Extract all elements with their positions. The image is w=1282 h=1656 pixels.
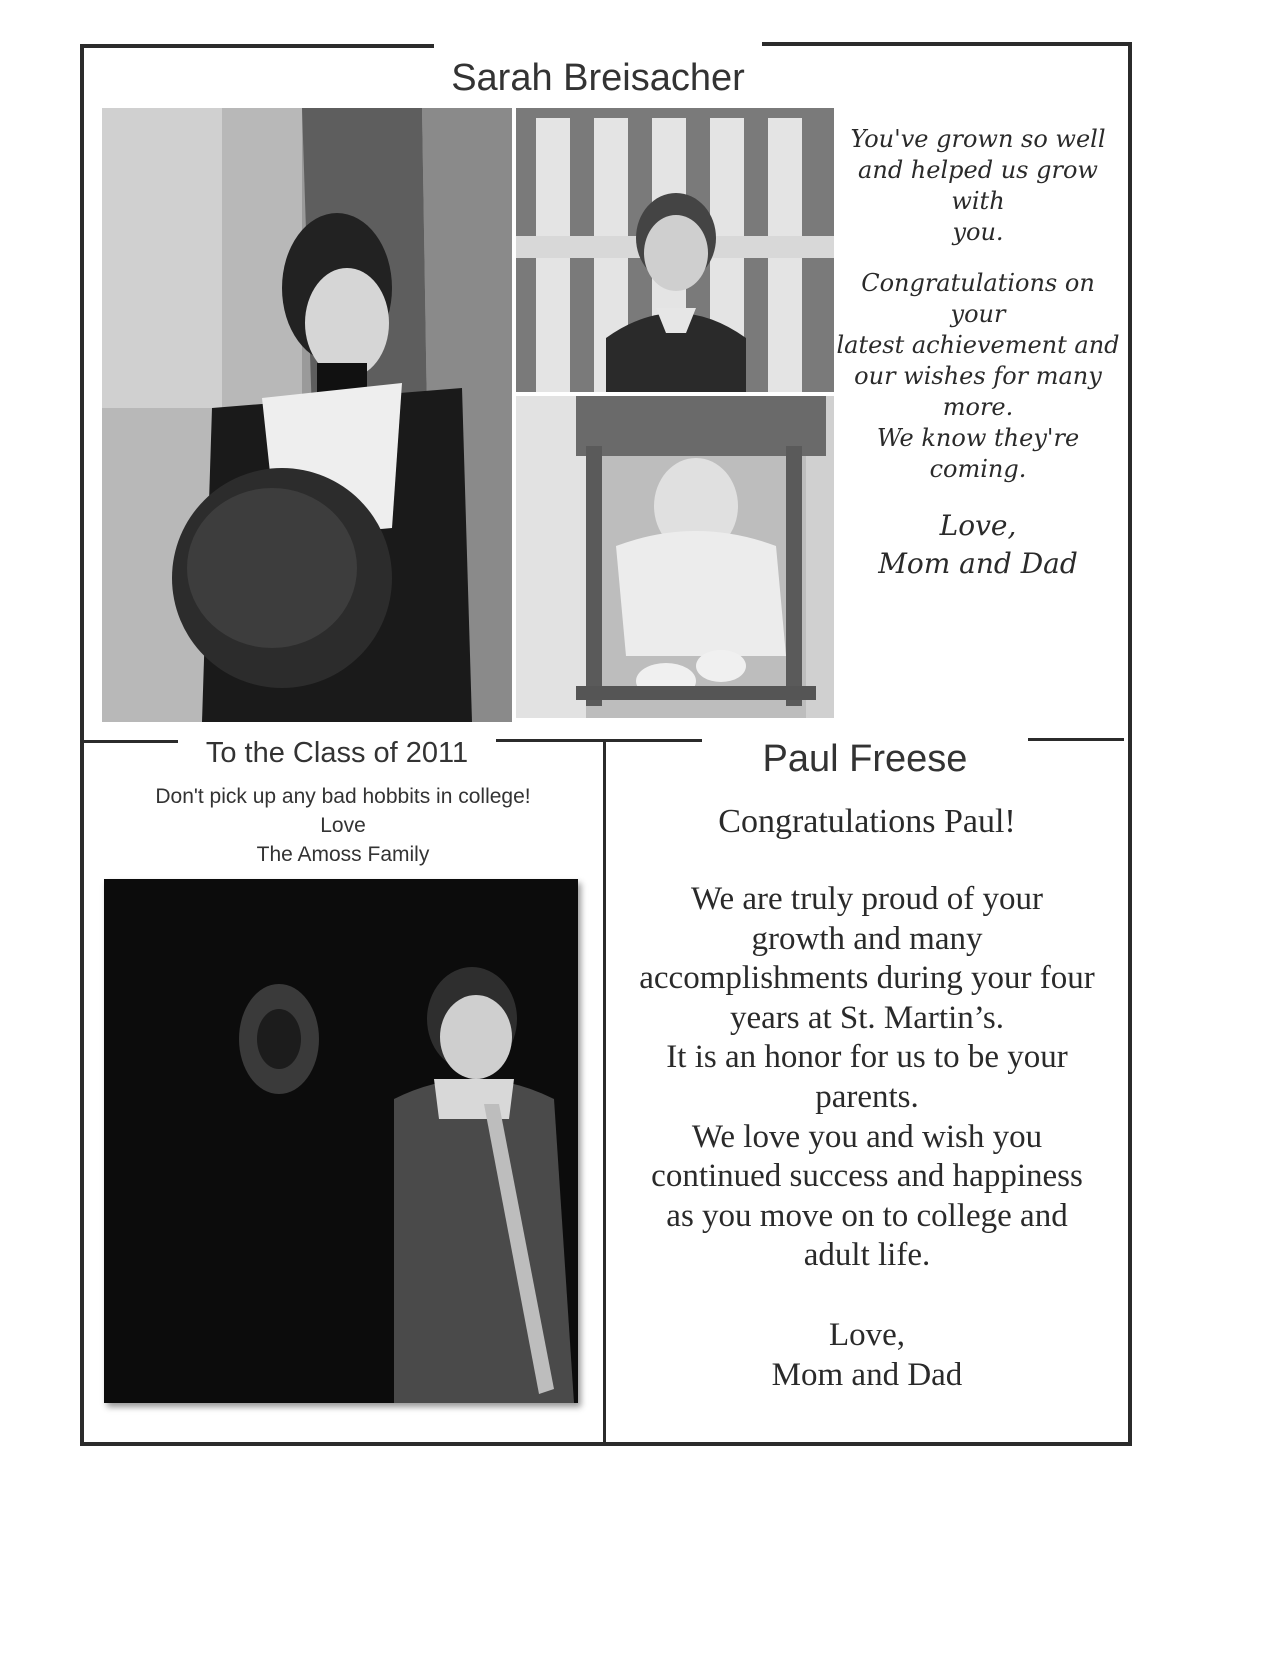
amoss-message-line: Don't pick up any bad hobbits in college! [155, 785, 531, 808]
sarah-message [836, 124, 1120, 583]
paul-message-line: accomplishments during your four [639, 960, 1095, 997]
top-section-divider-mid [496, 739, 702, 742]
paul-message-line: parents. [815, 1078, 919, 1115]
paul-message [608, 802, 1126, 1395]
sarah-message-line: and helped us grow with [858, 156, 1098, 215]
paul-message-line: continued success and happiness [651, 1158, 1083, 1195]
sarah-message-line: latest achievement and [836, 331, 1120, 359]
frame-bottom [80, 1442, 1132, 1446]
paul-message-line: years at St. Martin’s. [729, 999, 1005, 1036]
sarah-message-line: more. [942, 393, 1014, 421]
boy-staff-photo [104, 879, 578, 1403]
sarah-title: Sarah Breisacher [434, 56, 762, 100]
paul-message-line: It is an honor for us to be your [666, 1039, 1068, 1076]
frame-right [1128, 42, 1132, 1446]
paul-message-spacer [608, 1276, 1126, 1316]
amoss-title: To the Class of 2011 [178, 736, 496, 770]
cheerleader-photo [102, 108, 512, 722]
paul-message-line: We are truly proud of your [691, 881, 1043, 917]
amoss-signature: The Amoss Family [256, 843, 430, 866]
sarah-message-line: coming. [929, 455, 1027, 483]
amoss-message [86, 782, 600, 869]
sarah-message-line: We know they're [876, 424, 1080, 452]
paul-message-line: growth and many [751, 920, 983, 957]
child-fence-photo [516, 108, 834, 392]
paul-message-line: We love you and wish you [691, 1118, 1043, 1155]
sarah-message-love: Love, [939, 509, 1017, 542]
baby-chair-photo [516, 396, 834, 718]
top-section-divider-left [82, 740, 178, 743]
sarah-message-line: You've grown so well [850, 125, 1106, 153]
paul-love: Love, [828, 1316, 906, 1353]
sarah-message-signature: Mom and Dad [878, 547, 1078, 580]
paul-message-line: as you move on to college and [666, 1197, 1068, 1234]
sarah-message-spacer [836, 485, 1120, 507]
paul-message-spacer [608, 842, 1126, 880]
paul-title: Paul Freese [702, 736, 1028, 782]
sarah-message-spacer [836, 248, 1120, 268]
sarah-message-line: you. [952, 218, 1004, 246]
vertical-divider [603, 740, 606, 1444]
frame-left [80, 44, 84, 1446]
paul-message-line: adult life. [803, 1237, 931, 1274]
amoss-love: Love [320, 814, 366, 837]
sarah-message-line: Congratulations on your [861, 269, 1095, 328]
frame-top-left [82, 44, 434, 48]
sarah-message-line: our wishes for many [854, 362, 1102, 390]
paul-signature: Mom and Dad [771, 1356, 963, 1393]
paul-heading: Congratulations Paul! [718, 803, 1016, 840]
frame-top-right [762, 42, 1132, 46]
top-section-divider-right [1028, 738, 1124, 741]
